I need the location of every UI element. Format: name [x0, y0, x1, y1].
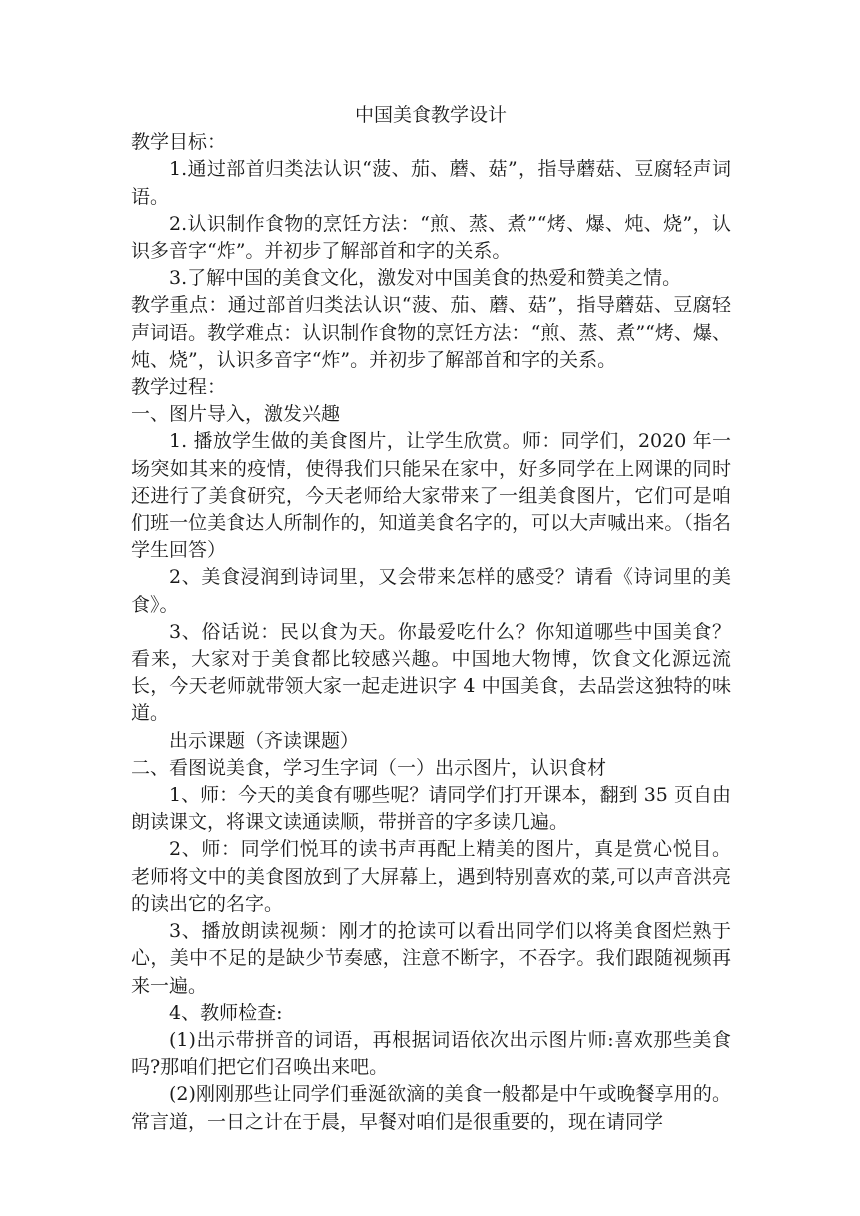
document-body: [131, 102, 731, 1136]
paragraph: 4、教师检查:: [169, 1001, 283, 1024]
paragraph: 一、图片导入，激发兴趣: [131, 403, 341, 426]
paragraph: 1.通过部首归类法认识“菠、茄、蘑、菇”，指导蘑菇、豆腐轻声词语。: [131, 158, 731, 208]
paragraph: 3、播放朗读视频：刚才的抢读可以看出同学们以将美食图烂熟于心，美中不足的是缺少节奏感，注意不断字，不吞字。我们跟随视频再来一遍。: [131, 920, 731, 997]
paragraph: 3、俗话说：民以食为天。你最爱吃什么？你知道哪些中国美食？看来，大家对于美食都比较感兴趣。中国地大物博，饮食文化源远流长，今天老师就带领大家一起走进识字 4 中国美食，去品尝这独特的味道。: [131, 620, 731, 725]
paragraph: (2)刚刚那些让同学们垂涎欲滴的美食一般都是中午或晚餐享用的。常言道，一日之计在于晨，早餐对咱们是很重要的，现在请同学: [131, 1083, 731, 1133]
paragraph: 教学目标：: [131, 131, 227, 154]
paragraph: 2、师：同学们悦耳的读书声再配上精美的图片，真是赏心悦目。老师将文中的美食图放到了大屏幕上，遇到特别喜欢的菜,可以声音洪亮的读出它的名字。: [131, 838, 731, 915]
paragraph: 3.了解中国的美食文化，激发对中国美食的热爱和赞美之情。: [169, 267, 682, 290]
paragraph: 1、师：今天的美食有哪些呢？请同学们打开课本，翻到 35 页自由朗读课文，将课文读通读顺，带拼音的字多读几遍。: [131, 784, 731, 834]
paragraph: 2.认识制作食物的烹饪方法：“煎、蒸、煮”“烤、爆、炖、烧”，认识多音字“炸”。并初步了解部首和字的关系。: [131, 212, 731, 263]
paragraph-list: [131, 129, 731, 1136]
paragraph: 教学重点：通过部首归类法认识“菠、茄、蘑、菇”，指导蘑菇、豆腐轻声词语。教学难点：认识制作食物的烹饪方法：“煎、蒸、煮”“烤、爆、炖、烧”，认识多音字“炸”。并初步了解部首和字的关系。: [131, 294, 731, 371]
paragraph: 二、看图说美食，学习生字词（一）出示图片，认识食材: [131, 756, 607, 779]
paragraph: 出示课题（齐读课题）: [169, 729, 360, 752]
paragraph: 1. 播放学生做的美食图片，让学生欣赏。师：同学们，2020 年一场突如其来的疫情，使得我们只能呆在家中，好多同学在上网课的同时还进行了美食研究，今天老师给大家带来了一组美食图片，它们可是咱们班一位美食达人所制作的，知道美食名字的，可以大声喊出来。（指名学生回答）: [131, 430, 731, 562]
document-title: 中国美食教学设计: [354, 104, 507, 126]
paragraph: 2、美食浸润到诗词里，又会带来怎样的感受？请看《诗词里的美食》。: [131, 566, 731, 616]
paragraph: (1)出示带拼音的词语，再根据词语依次出示图片师:喜欢那些美食吗?那咱们把它们召唤出来吧。: [131, 1028, 731, 1079]
paragraph: 教学过程：: [131, 376, 227, 399]
